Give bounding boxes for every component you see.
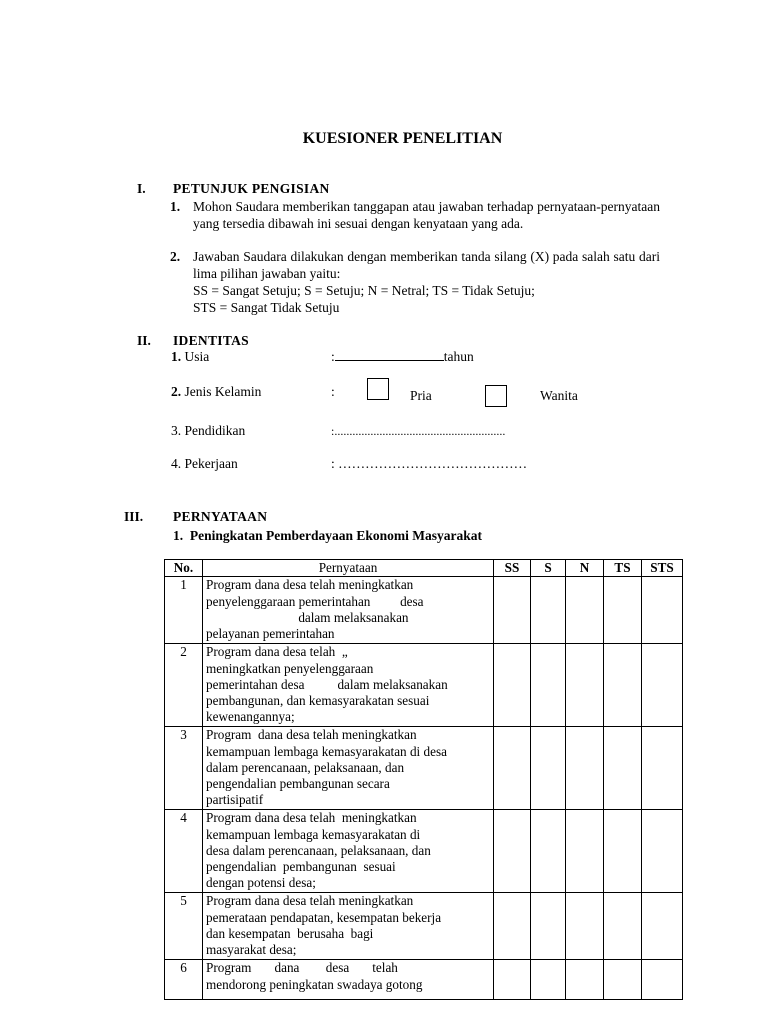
answer-cell-ts[interactable] — [604, 893, 642, 960]
answer-cell-s[interactable] — [531, 960, 566, 1000]
header-sts: STS — [642, 560, 683, 577]
statement-line: partisipatif — [206, 792, 264, 808]
statement-line: pembangunan, dan kemasyarakatan sesuai — [206, 693, 430, 709]
answer-cell-ts[interactable] — [604, 577, 642, 644]
table-row — [165, 893, 683, 960]
row-statement — [203, 577, 494, 644]
pendidikan-field[interactable]: :......................................................... — [331, 424, 506, 438]
statement-line: dengan potensi desa; — [206, 875, 316, 891]
answer-cell-n[interactable] — [566, 810, 604, 893]
questionnaire-table — [164, 559, 683, 1000]
answer-cell-sts[interactable] — [642, 727, 683, 810]
answer-cell-ts[interactable] — [604, 727, 642, 810]
instruction-2-number: 2. — [170, 249, 181, 264]
statement-line: pelayanan pemerintahan — [206, 626, 335, 642]
option-wanita-label: Wanita — [540, 388, 578, 403]
pekerjaan-label: 4. Pekerjaan — [171, 456, 238, 471]
jenis-kelamin-number: 2. — [171, 384, 182, 399]
row-statement — [203, 893, 494, 960]
statement-line: kewenangannya; — [206, 709, 295, 725]
subsection-title — [173, 528, 482, 545]
statement-line: Program dana desa telah — [206, 960, 398, 976]
row-statement — [203, 644, 494, 727]
section-2-title: IDENTITAS — [173, 333, 249, 348]
row-number: 2 — [165, 644, 203, 727]
header-ts: TS — [604, 560, 642, 577]
usia-blank-line[interactable] — [335, 349, 444, 361]
header-s: S — [531, 560, 566, 577]
answer-cell-s[interactable] — [531, 727, 566, 810]
answer-cell-sts[interactable] — [642, 960, 683, 1000]
table-row — [165, 810, 683, 893]
instruction-1-number: 1. — [170, 199, 181, 214]
table-body — [165, 577, 683, 1000]
statement-line: Program dana desa telah „ — [206, 644, 348, 660]
answer-cell-n[interactable] — [566, 727, 604, 810]
usia-colon: : — [331, 349, 335, 364]
statement-line: desa dalam perencanaan, pelaksanaan, dan — [206, 842, 431, 858]
statement-line: meningkatkan penyelenggaraan — [206, 660, 374, 676]
usia-text: Usia — [184, 349, 210, 364]
answer-cell-sts[interactable] — [642, 810, 683, 893]
section-3-title: PERNYATAAN — [173, 509, 268, 524]
row-number: 6 — [165, 960, 203, 1000]
statement-line: penyelenggaraan pemerintahan desa — [206, 593, 424, 609]
statement-line: Program dana desa telah meningkatkan — [206, 577, 414, 593]
answer-cell-s[interactable] — [531, 893, 566, 960]
row-number: 5 — [165, 893, 203, 960]
pendidikan-label: 3. Pendidikan — [171, 423, 246, 438]
answer-cell-n[interactable] — [566, 644, 604, 727]
section-2-number: II. — [137, 333, 151, 348]
header-ss: SS — [494, 560, 531, 577]
answer-cell-sts[interactable] — [642, 644, 683, 727]
document-title: KUESIONER PENELITIAN — [302, 130, 503, 147]
answer-cell-s[interactable] — [531, 810, 566, 893]
row-statement — [203, 727, 494, 810]
row-statement — [203, 810, 494, 893]
pekerjaan-field[interactable]: : …………………………………… — [331, 456, 528, 471]
statement-line: kemampuan lembaga kemasyarakatan di desa — [206, 743, 447, 759]
answer-cell-ts[interactable] — [604, 810, 642, 893]
table-row — [165, 960, 683, 1000]
instruction-item-2 — [170, 249, 660, 282]
subsection-text: Peningkatan Pemberdayaan Ekonomi Masyarakat — [189, 528, 483, 543]
answer-cell-n[interactable] — [566, 893, 604, 960]
scale-legend-line-1: SS = Sangat Setuju; S = Setuju; N = Netral; TS = Tidak Setuju; — [193, 283, 535, 298]
statement-line: pengendalian pembangunan sesuai — [206, 859, 396, 875]
header-n: N — [566, 560, 604, 577]
answer-cell-ss[interactable] — [494, 727, 531, 810]
table-header-row — [165, 560, 683, 577]
section-3-number: III. — [124, 509, 144, 524]
statement-line: kemampuan lembaga kemasyarakatan di — [206, 826, 421, 842]
answer-cell-s[interactable] — [531, 577, 566, 644]
statement-line: dalam melaksanakan — [206, 609, 409, 625]
instruction-2-text: Jawaban Saudara dilakukan dengan memberikan tanda silang (X) pada salah satu dari lima pilihan jawaban yaitu: — [193, 249, 660, 281]
answer-cell-ss[interactable] — [494, 960, 531, 1000]
usia-unit: tahun — [443, 349, 474, 364]
statement-line: pemerintahan desa dalam melaksanakan — [206, 676, 448, 692]
option-pria-label: Pria — [410, 388, 432, 403]
answer-cell-sts[interactable] — [642, 893, 683, 960]
row-number: 1 — [165, 577, 203, 644]
statement-line: dan kesempatan berusaha bagi — [206, 925, 374, 941]
usia-field[interactable] — [331, 349, 474, 366]
answer-cell-ts[interactable] — [604, 960, 642, 1000]
answer-cell-ss[interactable] — [494, 644, 531, 727]
answer-cell-n[interactable] — [566, 960, 604, 1000]
answer-cell-ts[interactable] — [604, 644, 642, 727]
section-1-number: I. — [137, 181, 146, 196]
usia-label — [171, 349, 209, 366]
statement-line: Program dana desa telah meningkatkan — [206, 893, 414, 909]
row-number: 3 — [165, 727, 203, 810]
subsection-number: 1. — [173, 528, 184, 543]
row-statement — [203, 960, 494, 1000]
statement-line: masyarakat desa; — [206, 942, 297, 958]
header-pernyataan: Pernyataan — [203, 560, 494, 577]
instruction-1-text: Mohon Saudara memberikan tanggapan atau jawaban terhadap pernyataan-pernyataan yang tersedia dibawah ini sesuai dengan kenyataan yang ada. — [193, 199, 660, 231]
jenis-kelamin-colon: : — [331, 384, 335, 399]
statement-line: mendorong peningkatan swadaya gotong — [206, 976, 423, 992]
answer-cell-ss[interactable] — [494, 577, 531, 644]
statement-line: Program dana desa telah meningkatkan — [206, 810, 417, 826]
table-row — [165, 727, 683, 810]
answer-cell-s[interactable] — [531, 644, 566, 727]
instruction-item-1 — [170, 199, 660, 232]
jenis-kelamin-label — [171, 384, 261, 401]
checkbox-pria[interactable] — [367, 378, 389, 400]
scale-legend-line-2: STS = Sangat Tidak Setuju — [193, 300, 340, 315]
answer-cell-n[interactable] — [566, 577, 604, 644]
statement-line: dalam perencanaan, pelaksanaan, dan — [206, 759, 405, 775]
row-number: 4 — [165, 810, 203, 893]
table-row — [165, 577, 683, 644]
answer-cell-ss[interactable] — [494, 810, 531, 893]
usia-number: 1. — [171, 349, 182, 364]
answer-cell-ss[interactable] — [494, 893, 531, 960]
statement-line: Program dana desa telah meningkatkan — [206, 727, 417, 743]
checkbox-wanita[interactable] — [485, 385, 507, 407]
statement-line: pemerataan pendapatan, kesempatan bekerja — [206, 909, 442, 925]
header-no: No. — [165, 560, 203, 577]
table-row — [165, 644, 683, 727]
statement-line: pengendalian pembangunan secara — [206, 776, 390, 792]
answer-cell-sts[interactable] — [642, 577, 683, 644]
jenis-kelamin-text: Jenis Kelamin — [184, 384, 262, 399]
section-1-title: PETUNJUK PENGISIAN — [173, 181, 330, 196]
